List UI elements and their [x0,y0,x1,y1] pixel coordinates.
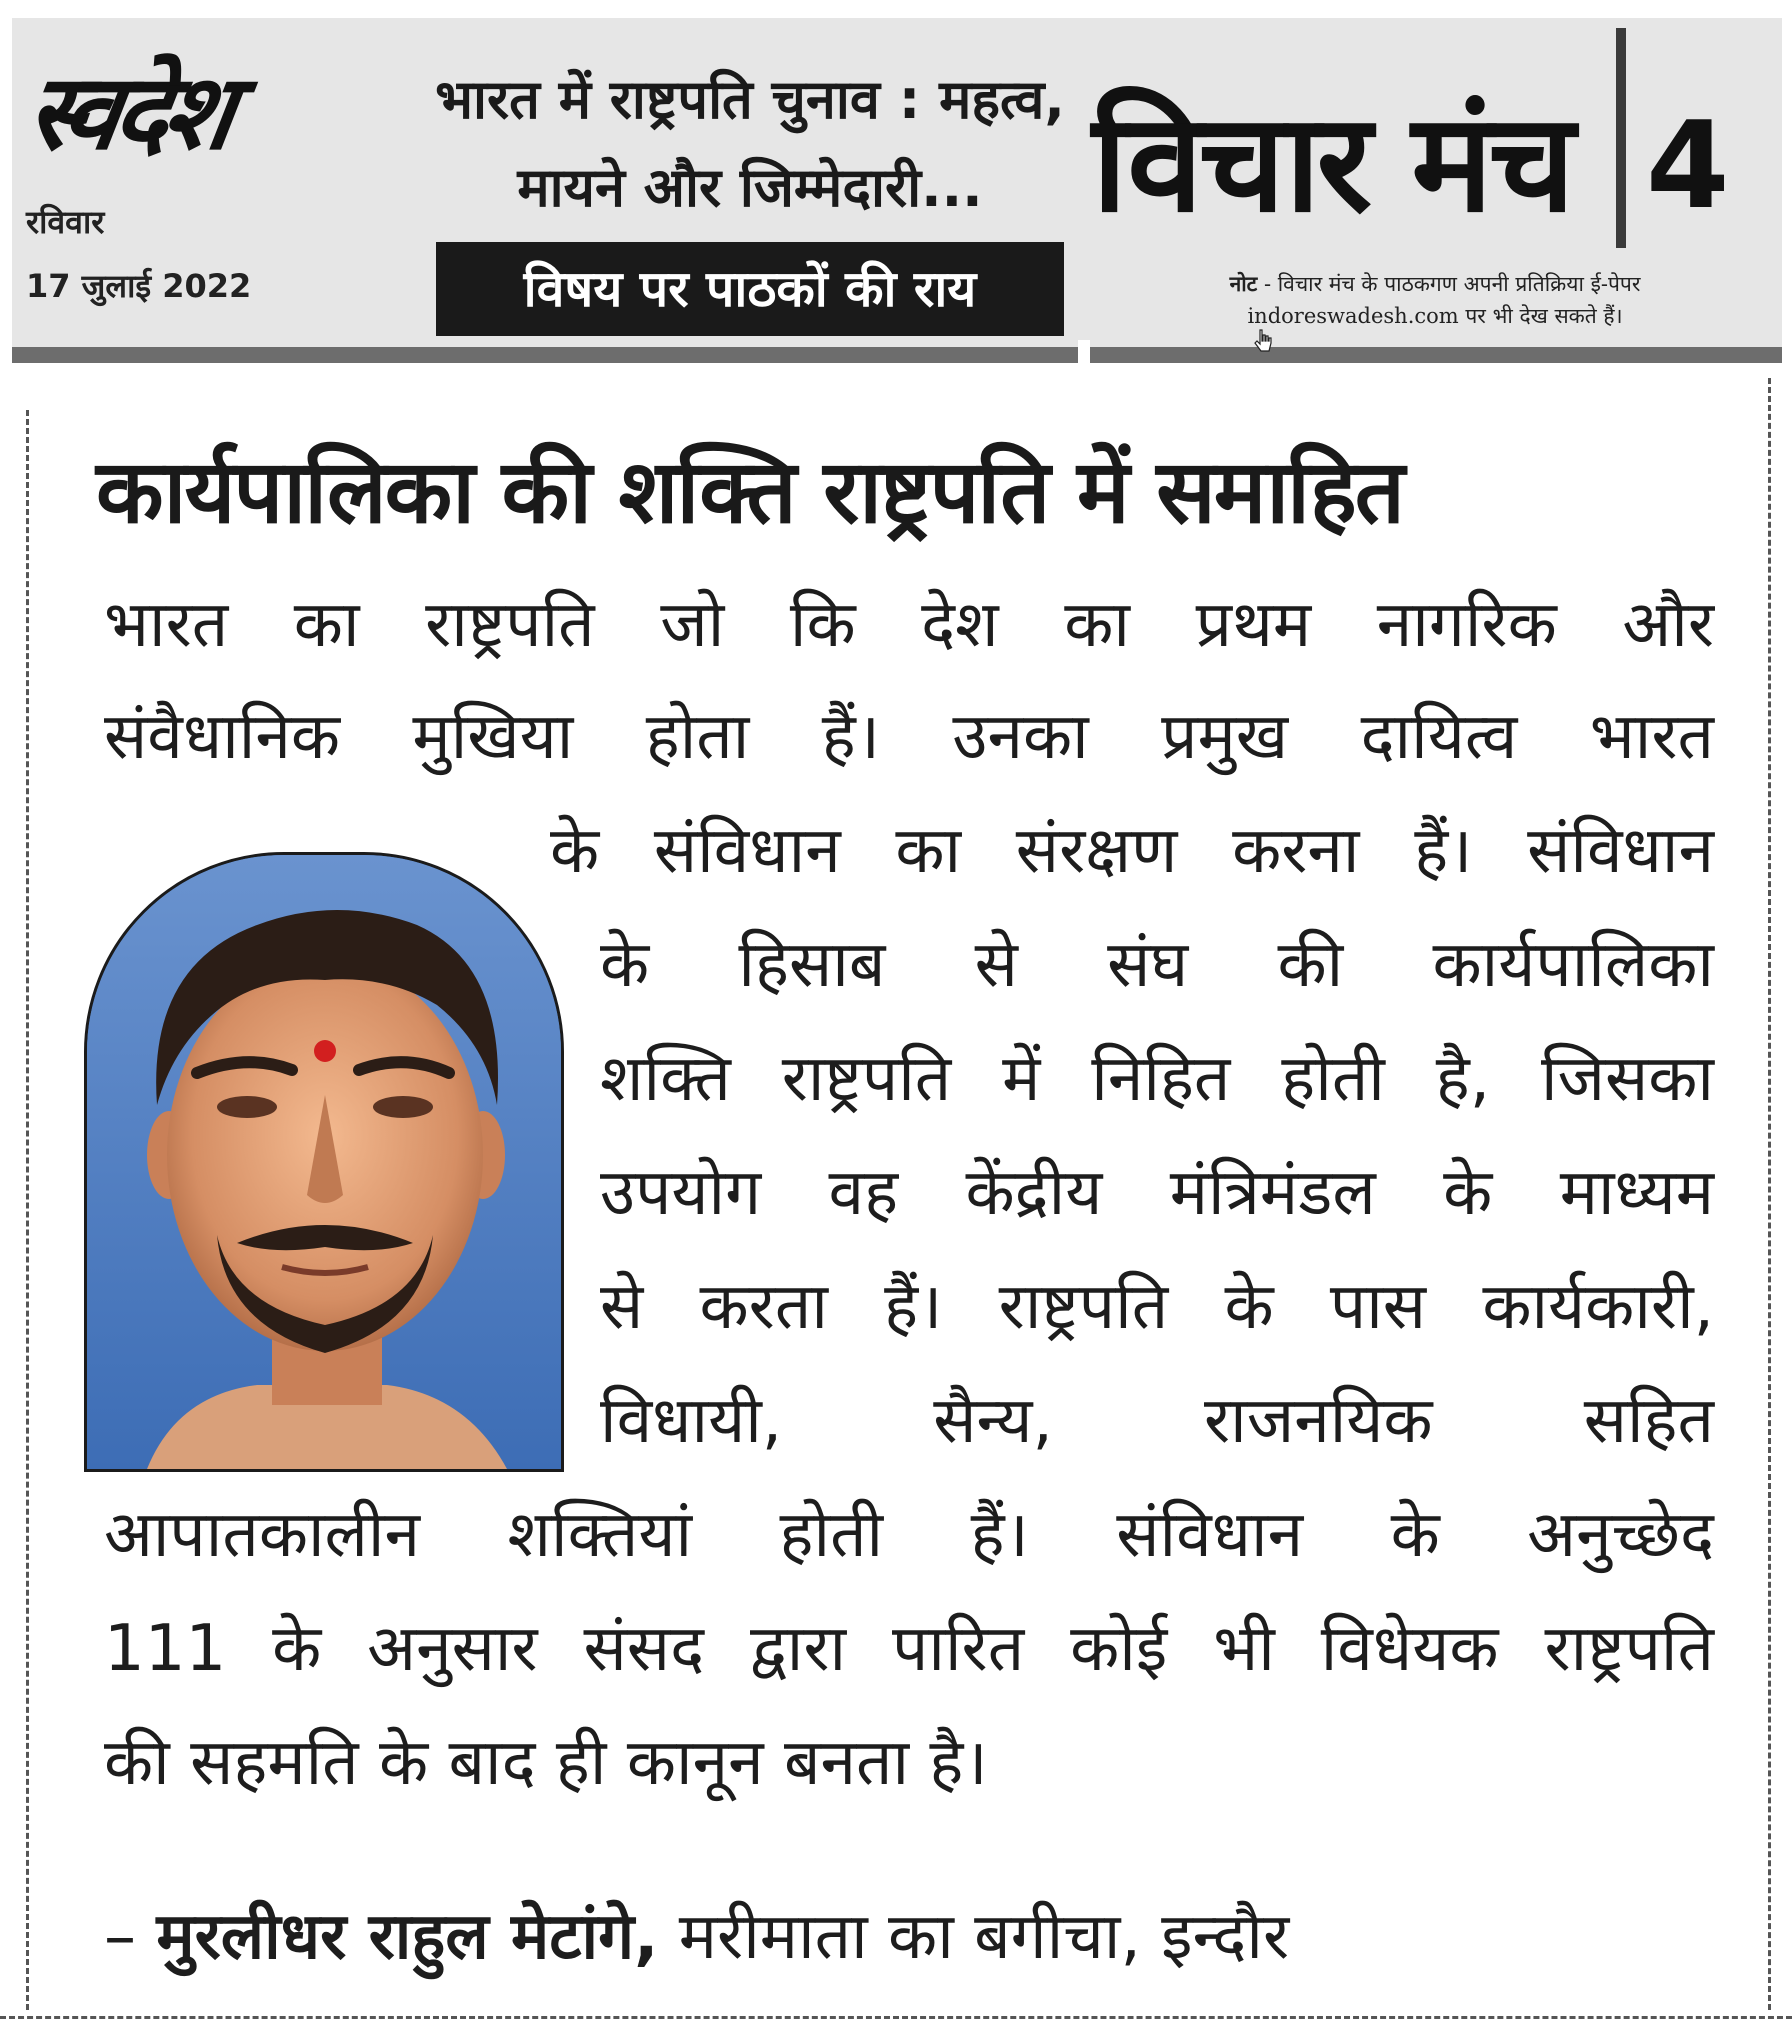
author-location: मरीमाता का बगीचा, इन्दौर [678,1900,1290,1974]
issue-day: रविवार [26,203,105,241]
article-line: विधायी, सैन्य, राजनयिक सहित [600,1384,1714,1458]
section-divider [1616,28,1626,248]
article-line: शक्ति राष्ट्रपति में निहित होती है, जिसका [600,1042,1714,1116]
frame-right [1768,378,1771,2010]
article-line: उपयोग वह केंद्रीय मंत्रिमंडल के माध्यम [600,1156,1714,1230]
note-label: नोट [1229,271,1258,296]
frame-left [26,410,29,2010]
article-line: 111 के अनुसार संसद द्वारा पारित कोई भी विधेयक राष्ट्रपति [104,1612,1714,1686]
hand-cursor-icon [1254,328,1272,358]
section-title: विचार मंच [1092,85,1572,243]
readers-opinion-label: विषय पर पाठकों की राय [436,242,1064,336]
article-line: भारत का राष्ट्रपति जो कि देश का प्रथम नागरिक और [104,588,1714,662]
article-line: की सहमति के बाद ही कानून बनता है। [104,1726,988,1800]
header-gap [1078,340,1090,364]
author-byline [104,1882,1714,1992]
header-rule [12,347,1782,363]
article-line: आपातकालीन शक्तियां होती हैं। संविधान के अनुच्छेद [104,1498,1714,1572]
byline-dash: – [104,1900,136,1974]
author-name: मुरलीधर राहुल मेटांगे, [156,1900,659,1974]
article-line: संवैधानिक मुखिया होता हैं। उनका प्रमुख दायित्व भारत [104,700,1714,774]
topic-title: भारत में राष्ट्रपति चुनाव : महत्व, मायने और जिम्मेदारी... [435,68,1065,219]
article-line: के हिसाब से संघ की कार्यपालिका [600,928,1714,1002]
frame-bottom [0,2016,1792,2019]
article-line: के संविधान का संरक्षण करना हैं। संविधान [550,814,1714,888]
author-portrait-illustration [87,855,561,1469]
reader-note [1165,268,1705,332]
note-text: - विचार मंच के पाठकगण अपनी प्रतिक्रिया ई-पेपर indoreswadesh.com पर भी देख सकते हैं। [1247,272,1641,328]
newspaper-logo: स्वदेश [19,50,237,173]
page-number: 4 [1646,97,1730,236]
article-line: से करता हैं। राष्ट्रपति के पास कार्यकारी, [600,1270,1714,1344]
article-headline: कार्यपालिका की शक्ति राष्ट्रपति में समाहित [96,440,1403,543]
issue-date: 17 जुलाई 2022 [26,267,252,305]
author-photo [84,852,564,1472]
